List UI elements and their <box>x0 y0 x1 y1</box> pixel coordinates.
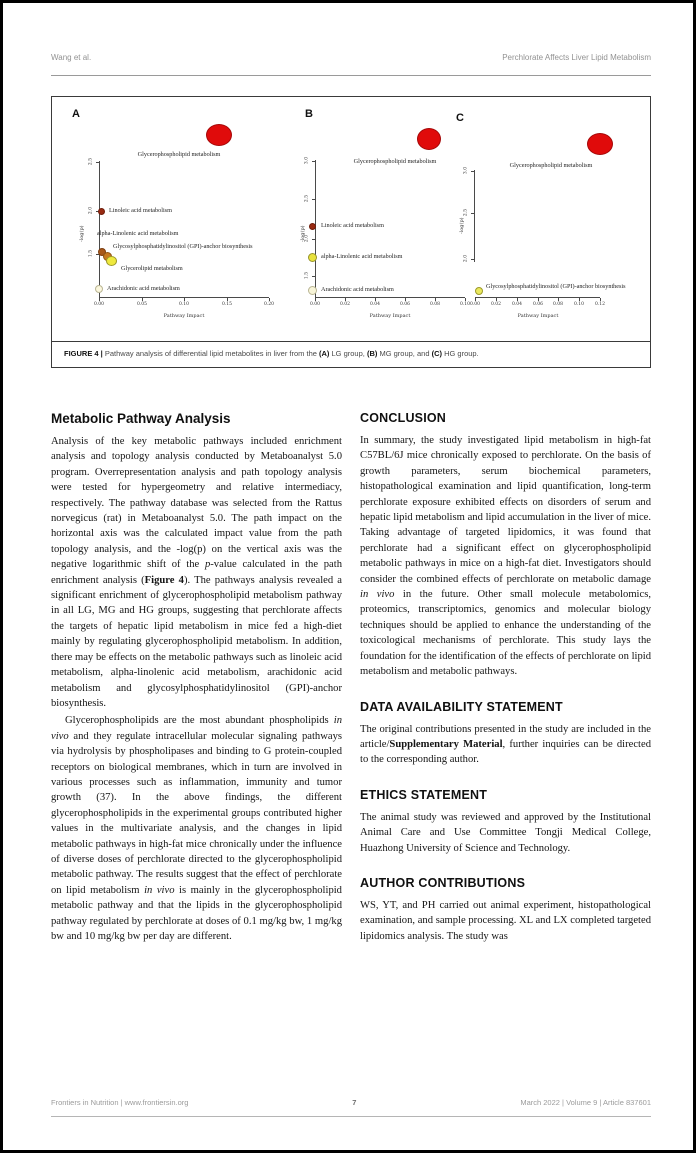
section-data-availability <box>360 700 651 768</box>
x-tick-mark <box>579 298 580 301</box>
x-tick-label: 0.15 <box>221 302 233 307</box>
x-tick-mark <box>517 298 518 301</box>
point-label-glycerolipid-metabolism: Glycerolipid metabolism <box>121 265 183 272</box>
paragraph-data-availability: The original contributions presented in the study are included in the article/Supplementary Material, further inquiries can be directed to the corresponding author. <box>360 723 651 766</box>
paragraph-pathway-analysis-1: Analysis of the key metabolic pathways included enrichment analysis and topology analysis conducted by Metaboanalyst 5.0 program. Overrepresentation analysis and path topology analysis were tested for hypergeometry and relative intermediacy, respectively. The pathway database was selected from the Rattus norvegicus (rat) in Metaboanalyst 5.0. The path impact on the horizontal axis was the calculated impact value from the path topology analysis, and the -log(p) on the vertical axis was the negative logarithmic shift of the p-value calculated in the path enrichment analysis (Figure 4). The pathways analysis revealed a significant enrichment of glycerophospholipid metabolism pathway in all LG, MG and HG groups, suggesting that perchlorate affects the targets of hepatic lipid metabolism in mice fed a high-diet mainly by regulating glycerophospholipid metabolism. In addition, there may be effects on the metabolic pathways such as linoleic acid metabolism, alpha-linolenic acid metabolism, arachidonic acid metabolism and glycosylphosphatidylinositol (GPI)-anchor biosynthesis. <box>51 436 343 709</box>
paragraph-conclusion: In summary, the study investigated lipid metabolism in high-fat C57BL/6J mice chronically exposed to perchlorate. On the basis of growth parameters, serum biochemical parameters, histopathological examination and lipid quantification, long-term perchlorate exposure exhibited effects on disorders of serum and hepatic lipid metabolism and lipid accumulation in the liver of mice. Taking advantage of targeted lipidomics, it was found that perchlorate had a significant effect on glycerophospholipid metabolic pathways in mice on a high-fat diet. Investigators should consider the combined effects of perchlorate on metabolic damage in vivo in the future. Other small molecule metabolomics, proteomics, transcriptomics, genomics and molecular biology techniques should be applied to enhance the understanding of the toxicological mechanisms of perchlorate. This study lays the foundation for the identification of the effects of perchlorate on lipid metabolism and metabolic pathways. <box>360 435 651 678</box>
x-tick-mark <box>435 298 436 301</box>
point-glycerophospholipid-metabolism <box>206 124 232 146</box>
panel-letter: A <box>72 108 80 120</box>
page-footer <box>51 1098 651 1117</box>
point-label-glycerophospholipid-metabolism: Glycerophospholipid metabolism <box>353 158 437 165</box>
footer-journal: Frontiers in Nutrition | www.frontiersin.org <box>51 1098 189 1107</box>
y-tick-mark <box>471 213 474 214</box>
x-tick-mark <box>269 298 270 301</box>
x-tick-mark <box>142 298 143 301</box>
x-tick-label: 0.02 <box>339 302 351 307</box>
y-tick-label: 2.5 <box>88 157 94 166</box>
y-tick-label: 2.0 <box>304 234 310 243</box>
x-tick-mark <box>345 298 346 301</box>
x-tick-mark <box>227 298 228 301</box>
figure-panels <box>52 97 650 367</box>
y-axis-label: -log(p) <box>79 225 85 242</box>
section-ethics <box>360 788 651 856</box>
point-label-gpi-anchor-biosynthesis: Glycosylphosphatidylinositol (GPI)-anchor biosynthesis <box>486 283 626 290</box>
x-tick-label: 0.06 <box>532 302 544 307</box>
y-tick-mark <box>471 259 474 260</box>
y-tick-label: 2.5 <box>304 194 310 203</box>
y-tick-label: 2.5 <box>463 208 469 217</box>
point-label-linoleic-acid-metabolism: Linoleic acid metabolism <box>321 222 384 229</box>
section-heading-author-contributions: AUTHOR CONTRIBUTIONS <box>360 875 526 890</box>
point-glycerophospholipid-metabolism <box>587 133 613 155</box>
x-tick-mark <box>538 298 539 301</box>
x-tick-label: 0.02 <box>490 302 502 307</box>
x-tick-label: 0.00 <box>309 302 321 307</box>
panel-letter: B <box>305 108 313 120</box>
y-axis-label: -log(p) <box>300 225 306 242</box>
y-axis-label: -log(p) <box>459 217 465 234</box>
running-head-author: Wang et al. <box>51 53 92 62</box>
x-tick-label: 0.10 <box>459 302 471 307</box>
x-tick-label: 0.05 <box>136 302 148 307</box>
y-tick-label: 2.0 <box>88 206 94 215</box>
x-tick-label: 0.06 <box>399 302 411 307</box>
paragraph-pathway-analysis-2: Glycerophospholipids are the most abundant phospholipids in vivo and they regulate intracellular molecular signaling pathways via hydrolysis by phospholipases and binding to G protein-coupled receptors on biological membranes, which in turn are involved in various processes such as inflammation, immunity and tumor growth (37). In the above findings, the different glycerophospholipids in the experimental groups contributed higher values in the multivariate analysis, and the changes in lipid metabolic pathways in high-fat mice chronically under the influence of diverse doses of perchlorate directed to the glycerophospholipid metabolic pathway. The results suggest that the effect of perchlorate on lipid metabolism in vivo is mainly in the glycerophospholipid metabolic pathway and that the lipids in the glycerophospholipid pathway regulated by perchlorate at doses of 0.1 mg/kg bw, 1 mg/kg bw and 10 mg/kg bw per day are different. <box>51 715 342 942</box>
section-author-contributions <box>360 876 651 944</box>
point-label-alpha-linolenic-acid-metabolism: alpha-Linolenic acid metabolism <box>321 253 403 260</box>
x-axis <box>315 297 465 298</box>
point-glycerolipid-metabolism <box>106 256 117 266</box>
section-heading-metabolic-pathway-analysis: Metabolic Pathway Analysis <box>51 411 231 426</box>
point-arachidonic-acid-metabolism <box>95 285 103 293</box>
x-tick-label: 0.20 <box>263 302 275 307</box>
x-tick-label: 0.10 <box>178 302 190 307</box>
figure-panel-a <box>64 104 296 339</box>
paragraph-author-contributions: WS, YT, and PH carried out animal experiment, histopathological examination, and sample processing. XL and LX completed targeted lipidomics analysis. The study was <box>360 899 651 942</box>
y-tick-label: 3.0 <box>463 166 469 175</box>
y-tick-label: 2.0 <box>463 254 469 263</box>
point-glycerophospholipid-metabolism <box>417 128 441 150</box>
running-head-title: Perchlorate Affects Liver Lipid Metabolism <box>502 53 651 62</box>
y-tick-mark <box>312 239 315 240</box>
point-label-alpha-linolenic-acid-metabolism: alpha-Linolenic acid metabolism <box>97 230 179 237</box>
x-tick-mark <box>496 298 497 301</box>
point-linoleic-acid-metabolism <box>309 223 316 230</box>
point-label-glycerophospholipid-metabolism: Glycerophospholipid metabolism <box>509 162 593 169</box>
y-tick-mark <box>312 276 315 277</box>
section-heading-ethics: ETHICS STATEMENT <box>360 787 488 802</box>
figure-panel-c <box>448 104 652 339</box>
x-axis-label: Pathway Impact <box>369 313 411 319</box>
point-label-linoleic-acid-metabolism: Linoleic acid metabolism <box>109 207 172 214</box>
point-label-glycerophospholipid-metabolism: Glycerophospholipid metabolism <box>137 151 221 158</box>
footer-issue: March 2022 | Volume 9 | Article 837601 <box>520 1098 651 1107</box>
right-column <box>360 411 651 946</box>
point-label-gpi-anchor-biosynthesis: Glycosylphosphatidylinositol (GPI)-anchor biosynthesis <box>113 243 253 250</box>
x-tick-mark <box>375 298 376 301</box>
panel-letter: C <box>456 112 464 124</box>
y-tick-mark <box>312 199 315 200</box>
point-linoleic-acid-metabolism <box>98 208 105 215</box>
x-tick-mark <box>184 298 185 301</box>
running-head <box>51 53 651 76</box>
x-tick-label: 0.08 <box>552 302 564 307</box>
x-tick-label: 0.04 <box>369 302 381 307</box>
point-label-arachidonic-acid-metabolism: Arachidonic acid metabolism <box>107 285 180 292</box>
y-tick-label: 1.5 <box>304 271 310 280</box>
x-tick-mark <box>315 298 316 301</box>
y-axis <box>474 170 475 262</box>
x-tick-label: 0.10 <box>573 302 585 307</box>
x-axis-label: Pathway Impact <box>163 313 205 319</box>
figure-4 <box>51 96 651 368</box>
y-tick-mark <box>471 171 474 172</box>
point-arachidonic-acid-metabolism <box>308 286 317 295</box>
x-tick-mark <box>405 298 406 301</box>
figure-caption: FIGURE 4 | Pathway analysis of differential lipid metabolites in liver from the (A) LG group, (B) MG group, and (C) HG group. <box>52 341 650 368</box>
paragraph-ethics: The animal study was reviewed and approved by the Institutional Animal Care and Use Committee Tongji Medical College, Huazhong University of Science and Technology. <box>360 811 651 854</box>
y-tick-mark <box>312 161 315 162</box>
left-column <box>51 411 342 946</box>
x-tick-mark <box>475 298 476 301</box>
y-tick-label: 3.0 <box>304 156 310 165</box>
x-tick-label: 0.12 <box>594 302 606 307</box>
section-heading-conclusion: CONCLUSION <box>360 411 447 425</box>
point-gpi-anchor-biosynthesis <box>475 287 483 295</box>
x-tick-label: 0.04 <box>511 302 523 307</box>
x-tick-label: 0.00 <box>93 302 105 307</box>
point-label-arachidonic-acid-metabolism: Arachidonic acid metabolism <box>321 286 394 293</box>
y-axis <box>99 161 100 297</box>
x-tick-mark <box>600 298 601 301</box>
section-conclusion <box>360 411 651 680</box>
y-tick-label: 1.5 <box>88 249 94 258</box>
x-tick-label: 0.08 <box>429 302 441 307</box>
x-axis-label: Pathway Impact <box>517 313 559 319</box>
x-tick-mark <box>558 298 559 301</box>
section-heading-data-availability: DATA AVAILABILITY STATEMENT <box>360 699 563 714</box>
footer-page-number: 7 <box>352 1098 357 1107</box>
y-tick-mark <box>96 162 99 163</box>
x-tick-label: 0.00 <box>469 302 481 307</box>
point-alpha-linolenic-acid-metabolism <box>308 253 317 262</box>
x-tick-mark <box>99 298 100 301</box>
